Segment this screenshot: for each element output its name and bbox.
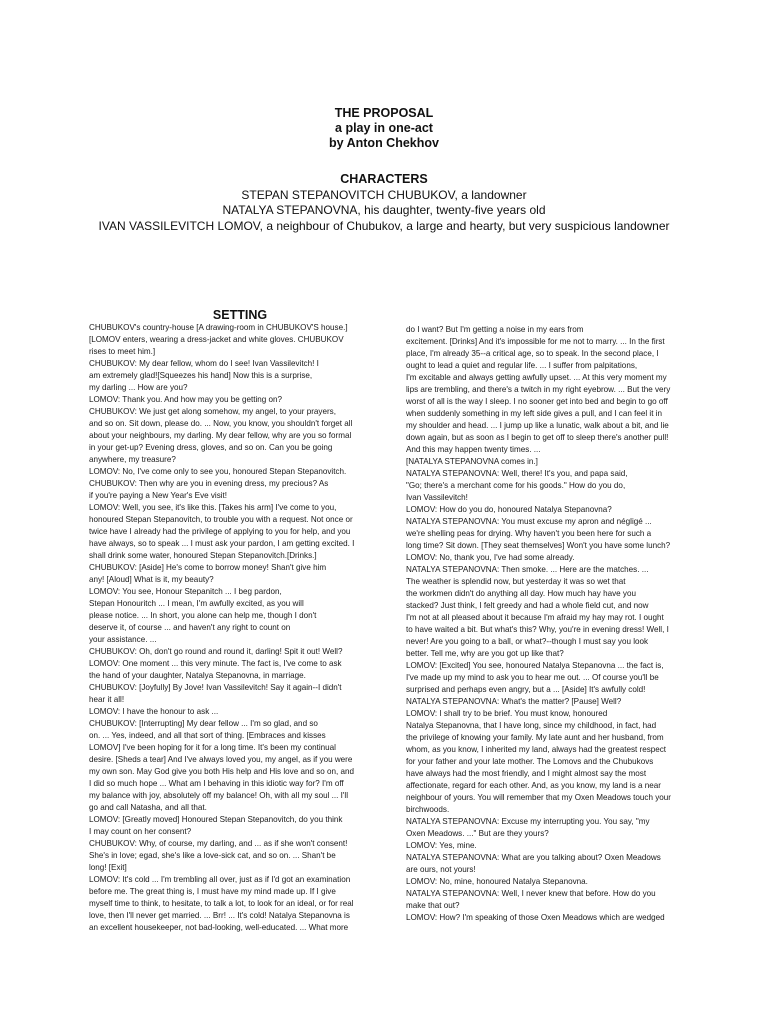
text-line: my darling ... How are you? xyxy=(89,383,188,392)
text-line: worst of all is the way I sleep. I no sooner get into bed and begin to go off xyxy=(406,397,668,406)
text-line: Stepan Honouritch ... I mean, I'm awfully excited, as you will xyxy=(89,599,304,608)
character-chubukov: STEPAN STEPANOVITCH CHUBUKOV, a landowner xyxy=(241,187,527,202)
text-line: when suddenly something in my left side gives a pull, and I can feel it in xyxy=(406,409,662,418)
text-line: I did so much hope ... What am I behaving in this idiotic way for? I'm off xyxy=(89,779,344,788)
text-line: LOMOV: No, mine, honoured Natalya Stepanovna. xyxy=(406,877,588,886)
text-line: we're shelling peas for drying. Why haven't you been here for such a xyxy=(406,529,652,538)
text-line: love, then I'll never get married. ... Brr! ... It's cold! Natalya Stepanovna is xyxy=(89,911,350,920)
text-line: LOMOV: No, I've come only to see you, honoured Stepan Stepanovitch. xyxy=(89,467,347,476)
text-line: CHUBUKOV: [Aside] He's come to borrow money! Shan't give him xyxy=(89,563,327,572)
text-line: before me. The great thing is, I must have my mind made up. If I give xyxy=(89,887,336,896)
character-lomov: IVAN VASSILEVITCH LOMOV, a neighbour of Chubukov, a large and hearty, but very suspicious landowner xyxy=(98,218,670,233)
text-line: surprised and perhaps even angry, but a ... [Aside] It's awfully cold! xyxy=(406,685,646,694)
text-line: lips are trembling, and there's a twitch in my right eyebrow. ... But the very xyxy=(406,385,671,394)
text-line: Ivan Vassilevitch! xyxy=(406,493,468,502)
text-line: long! [Exit] xyxy=(89,863,127,872)
text-line: CHUBUKOV: [Interrupting] My dear fellow ... I'm so glad, and so xyxy=(89,719,318,728)
text-line: please notice. ... In short, you alone can help me, though I don't xyxy=(89,611,317,620)
text-line: hear it all! xyxy=(89,695,125,704)
text-line: have always had the most friendly, and I might almost say the most xyxy=(406,769,647,778)
play-subtitle: a play in one-act xyxy=(335,121,433,135)
text-line: an excellent housekeeper, not bad-looking, well-educated. ... What more xyxy=(89,923,349,932)
text-line: LOMOV: [Excited] You see, honoured Natalya Stepanovna ... the fact is, xyxy=(406,661,664,670)
text-line: LOMOV: Yes, mine. xyxy=(406,841,477,850)
text-line: I've made up my mind to ask you to hear me out. ... Of course you'll be xyxy=(406,673,659,682)
setting-heading: SETTING xyxy=(212,308,268,322)
text-line: CHUBUKOV: We just get along somehow, my angel, to your prayers, xyxy=(89,407,336,416)
text-line: CHUBUKOV's country-house [A drawing-room in CHUBUKOV'S house.] xyxy=(89,323,348,332)
text-line: my shoulder and head. ... I jump up like a lunatic, walk about a bit, and lie xyxy=(406,421,669,430)
text-line: your assistance. ... xyxy=(89,635,157,644)
text-line: are ours, not yours! xyxy=(406,865,476,874)
text-line: do I want? But I'm getting a noise in my ears from xyxy=(406,325,584,334)
text-line: birchwoods. xyxy=(406,805,450,814)
text-line: and so on. Sit down, please do. ... Now, you know, you shouldn't forget all xyxy=(89,419,353,428)
text-line: desire. [Sheds a tear] And I've always loved you, my angel, as if you were xyxy=(89,755,353,764)
text-line: myself time to think, to hesitate, to talk a lot, to look for an ideal, or for real xyxy=(89,899,354,908)
text-line: the privilege of knowing your family. My late aunt and her husband, from xyxy=(406,733,664,742)
text-line: about your neighbours, my darling. My dear fellow, why are you so formal xyxy=(89,431,352,440)
play-author: by Anton Chekhov xyxy=(329,136,439,150)
text-line: LOMOV: You see, Honour Stepanitch ... I beg pardon, xyxy=(89,587,282,596)
text-line: And this may happen twenty times. ... xyxy=(406,445,541,454)
text-line: Oxen Meadows. ..." But are they yours? xyxy=(406,829,549,838)
text-line: my own son. May God give you both His help and His love and so on, and xyxy=(89,767,354,776)
text-line: LOMOV: I have the honour to ask ... xyxy=(89,707,219,716)
text-line: LOMOV: How? I'm speaking of those Oxen Meadows which are wedged xyxy=(406,913,665,922)
text-line: if you're paying a New Year's Eve visit! xyxy=(89,491,228,500)
text-line: NATALYA STEPANOVNA: You must excuse my apron and négligé ... xyxy=(406,517,652,526)
text-line: CHUBUKOV: [Joyfully] By Jove! Ivan Vassilevitch! Say it again--I didn't xyxy=(89,683,342,692)
text-line: twice have I already had the privilege of applying to you for help, and you xyxy=(89,527,351,536)
text-line: LOMOV: How do you do, honoured Natalya Stepanovna? xyxy=(406,505,612,514)
text-line: neighbour of yours. You will remember that my Oxen Meadows touch your xyxy=(406,793,671,802)
text-line: am extremely glad![Squeezes his hand] Now this is a surprise, xyxy=(89,371,313,380)
characters-section xyxy=(0,172,768,234)
text-line: The weather is splendid now, but yesterday it was so wet that xyxy=(406,577,626,586)
text-line: make that out? xyxy=(406,901,460,910)
text-line: honoured Stepan Stepanovitch, to trouble you with a request. Not once or xyxy=(89,515,353,524)
text-line: CHUBUKOV: My dear fellow, whom do I see! Ivan Vassilevitch! I xyxy=(89,359,319,368)
text-line: LOMOV: No, thank you, I've had some already. xyxy=(406,553,575,562)
text-line: have always, so to speak ... I must ask your pardon, I am getting excited. I xyxy=(89,539,355,548)
text-line: stacked? Just think, I felt greedy and had a whole field cut, and now xyxy=(406,601,649,610)
text-line: long time? Sit down. [They seat themselves] Won't you have some lunch? xyxy=(406,541,671,550)
text-line: place, I'm already 35--a critical age, so to speak. In the second place, I xyxy=(406,349,659,358)
text-line: LOMOV: Thank you. And how may you be getting on? xyxy=(89,395,283,404)
text-line: I'm not at all pleased about it because I'm afraid my hay may rot. I ought xyxy=(406,613,664,622)
text-line: deserve it, of course ... and haven't any right to count on xyxy=(89,623,291,632)
text-line: She's in love; egad, she's like a love-sick cat, and so on. ... Shan't be xyxy=(89,851,336,860)
text-line: the hand of your daughter, Natalya Stepanovna, in marriage. xyxy=(89,671,306,680)
text-line: NATALYA STEPANOVNA: Excuse my interrupting you. You say, "my xyxy=(406,817,650,826)
text-line: CHUBUKOV: Why, of course, my darling, and ... as if she won't consent! xyxy=(89,839,348,848)
text-line: never! Are you going to a ball, or what?--though I must say you look xyxy=(406,637,649,646)
text-line: whom, as you know, I inherited my land, always had the greatest respect xyxy=(406,745,667,754)
text-line: NATALYA STEPANOVNA: What's the matter? [Pause] Well? xyxy=(406,697,622,706)
text-line: in your get-up? Evening dress, gloves, and so on. Can you be going xyxy=(89,443,333,452)
text-line: NATALYA STEPANOVNA: Then smoke. ... Here are the matches. ... xyxy=(406,565,649,574)
text-line: NATALYA STEPANOVNA: What are you talking about? Oxen Meadows xyxy=(406,853,661,862)
text-line: LOMOV: I shall try to be brief. You must know, honoured xyxy=(406,709,608,718)
text-line: CHUBUKOV: Oh, don't go round and round it, darling! Spit it out! Well? xyxy=(89,647,343,656)
text-line: Natalya Stepanovna, that I have long, since my childhood, in fact, had xyxy=(406,721,657,730)
text-line: NATALYA STEPANOVNA: Well, there! It's you, and papa said, xyxy=(406,469,628,478)
text-line: [NATALYA STEPANOVNA comes in.] xyxy=(406,457,538,466)
text-line: better. Tell me, why are you got up like that? xyxy=(406,649,564,658)
text-line: ought to lead a quiet and regular life. ... I suffer from palpitations, xyxy=(406,361,638,370)
text-line: on. ... Yes, indeed, and all that sort of thing. [Embraces and kisses xyxy=(89,731,326,740)
text-line: NATALYA STEPANOVNA: Well, I never knew that before. How do you xyxy=(406,889,656,898)
text-line: LOMOV] I've been hoping for it for a long time. It's been my continual xyxy=(89,743,336,752)
title-block xyxy=(0,106,768,151)
text-line: I'm excitable and always getting awfully upset. ... At this very moment my xyxy=(406,373,667,382)
text-line: LOMOV: One moment ... this very minute. The fact is, I've come to ask xyxy=(89,659,342,668)
characters-heading: CHARACTERS xyxy=(340,172,428,186)
text-line: LOMOV: It's cold ... I'm trembling all over, just as if I'd got an examination xyxy=(89,875,351,884)
text-line: excitement. [Drinks] And it's impossible for me not to marry. ... In the first xyxy=(406,337,665,346)
text-line: affectionate, regard for each other. And, as you know, my land is a near xyxy=(406,781,661,790)
text-line: any! [Aloud] What is it, my beauty? xyxy=(89,575,214,584)
text-line: go and call Natasha, and all that. xyxy=(89,803,207,812)
text-line: I may count on her consent? xyxy=(89,827,192,836)
text-line: my balance with joy, absolutely off my balance! Oh, with all my soul ... I'll xyxy=(89,791,349,800)
text-line: down again, but as soon as I begin to get off to sleep there's another pull! xyxy=(406,433,669,442)
text-line: [LOMOV enters, wearing a dress-jacket and white gloves. CHUBUKOV xyxy=(89,335,344,344)
right-text-column xyxy=(406,324,676,924)
text-line: for your father and your late mother. The Lomovs and the Chubukovs xyxy=(406,757,654,766)
character-natalya: NATALYA STEPANOVNA, his daughter, twenty-five years old xyxy=(222,203,546,217)
text-line: anywhere, my treasure? xyxy=(89,455,176,464)
text-line: to have waited a bit. But what's this? Why, you're in evening dress! Well, I xyxy=(406,625,669,634)
text-line: "Go; there's a merchant come for his goods." How do you do, xyxy=(406,481,626,490)
text-line: rises to meet him.] xyxy=(89,347,156,356)
text-line: LOMOV: [Greatly moved] Honoured Stepan Stepanovitch, do you think xyxy=(89,815,343,824)
text-line: shall drink some water, honoured Stepan Stepanovitch.[Drinks.] xyxy=(89,551,317,560)
text-line: the workmen didn't do anything all day. How much hay have you xyxy=(406,589,636,598)
text-line: CHUBUKOV: Then why are you in evening dress, my precious? As xyxy=(89,479,329,488)
text-line: LOMOV: Well, you see, it's like this. [Takes his arm] I've come to you, xyxy=(89,503,337,512)
play-title: THE PROPOSAL xyxy=(334,106,434,120)
left-text-column xyxy=(89,322,395,934)
